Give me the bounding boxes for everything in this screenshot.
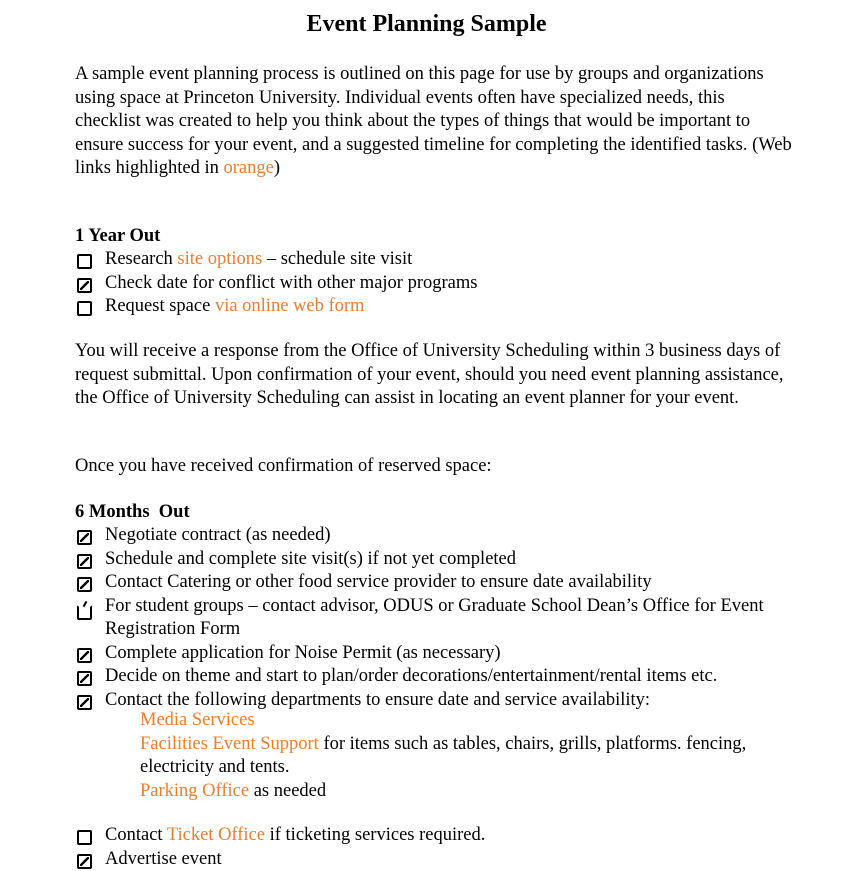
item-text: Schedule and complete site visit(s) if not yet completed bbox=[105, 549, 516, 569]
intro-paragraph bbox=[75, 63, 795, 181]
page-title: Event Planning Sample bbox=[0, 9, 853, 39]
list-item bbox=[75, 571, 795, 595]
confirmation-paragraph bbox=[75, 455, 795, 479]
final-checklist bbox=[75, 824, 795, 871]
parking-office-link[interactable]: Parking Office bbox=[140, 781, 249, 801]
media-services-link[interactable]: Media Services bbox=[140, 710, 255, 730]
response-paragraph bbox=[75, 340, 795, 411]
checked-checkbox-icon[interactable] bbox=[77, 530, 92, 545]
checkbox-icon[interactable] bbox=[77, 301, 92, 316]
year-out-heading: 1 Year Out bbox=[75, 225, 160, 249]
year-out-checklist bbox=[75, 248, 795, 319]
list-item bbox=[75, 824, 795, 848]
list-item bbox=[75, 548, 795, 572]
checkbox-icon[interactable] bbox=[77, 254, 92, 269]
item-text: Contact Catering or other food service provider to ensure date availability bbox=[105, 572, 652, 592]
item-text: Advertise event bbox=[105, 849, 222, 869]
department-item bbox=[140, 733, 780, 780]
list-item bbox=[75, 642, 795, 666]
checked-checkbox-icon[interactable] bbox=[77, 854, 92, 869]
confirmation-text: Once you have received confirmation of reserved space: bbox=[75, 455, 795, 479]
facilities-event-support-link[interactable]: Facilities Event Support bbox=[140, 734, 319, 754]
list-item bbox=[75, 665, 795, 689]
checked-checkbox-icon[interactable] bbox=[77, 278, 92, 293]
item-text: Decide on theme and start to plan/order decorations/entertainment/rental items etc. bbox=[105, 666, 717, 686]
checked-checkbox-icon[interactable] bbox=[77, 554, 92, 569]
list-item bbox=[75, 595, 795, 642]
item-text: Negotiate contract (as needed) bbox=[105, 525, 330, 545]
checked-checkbox-icon[interactable] bbox=[77, 695, 92, 710]
item-text: For student groups – contact advisor, ODUS or Graduate School Dean’s Office for Event Registration Form bbox=[105, 596, 764, 640]
item-text: if ticketing services required. bbox=[265, 825, 485, 845]
checked-checkbox-icon[interactable] bbox=[77, 648, 92, 663]
intro-text: A sample event planning process is outlined on this page for use by groups and organizations using space at Princeton University. Individual events often have specialized needs, this checklist was created to help you think about the types of things that would be important to ensure success for your event, and a suggested timeline for completing the identified tasks. (Web links highlighted in bbox=[75, 64, 792, 178]
item-text: – schedule site visit bbox=[262, 249, 412, 269]
checked-checkbox-icon[interactable] bbox=[77, 671, 92, 686]
checkbox-icon[interactable] bbox=[77, 830, 92, 845]
site-options-link[interactable]: site options bbox=[177, 249, 262, 269]
list-item bbox=[75, 295, 795, 319]
item-text: Research bbox=[105, 249, 177, 269]
online-web-form-link[interactable]: via online web form bbox=[215, 296, 365, 316]
list-item bbox=[75, 272, 795, 296]
intro-orange-link[interactable]: orange bbox=[224, 158, 274, 178]
departments-list bbox=[140, 709, 780, 803]
list-item bbox=[75, 248, 795, 272]
list-item bbox=[75, 524, 795, 548]
department-text: as needed bbox=[249, 781, 326, 801]
six-months-heading: 6 Months Out bbox=[75, 501, 190, 525]
response-text: You will receive a response from the Office of University Scheduling within 3 business days of request submittal. Upon confirmation of your event, should you need event planning assistance, the Office of University Scheduling can assist in locating an event planner for your event. bbox=[75, 340, 795, 411]
item-text: Check date for conflict with other major programs bbox=[105, 273, 477, 293]
six-months-checklist bbox=[75, 524, 795, 712]
item-text: Request space bbox=[105, 296, 215, 316]
department-text: for items such as tables, chairs, grills, platforms. fencing, electricity and tents. bbox=[140, 734, 746, 778]
checked-checkbox-icon[interactable] bbox=[77, 577, 92, 592]
ticket-office-link[interactable]: Ticket Office bbox=[167, 825, 265, 845]
intro-text-end: ) bbox=[274, 158, 280, 178]
department-item bbox=[140, 780, 780, 804]
item-text: Complete application for Noise Permit (as necessary) bbox=[105, 643, 501, 663]
department-item bbox=[140, 709, 780, 733]
item-text: Contact bbox=[105, 825, 167, 845]
list-item bbox=[75, 848, 795, 871]
open-checkbox-icon[interactable] bbox=[77, 605, 92, 620]
item-text: Contact the following departments to ensure date and service availability: bbox=[105, 690, 650, 710]
